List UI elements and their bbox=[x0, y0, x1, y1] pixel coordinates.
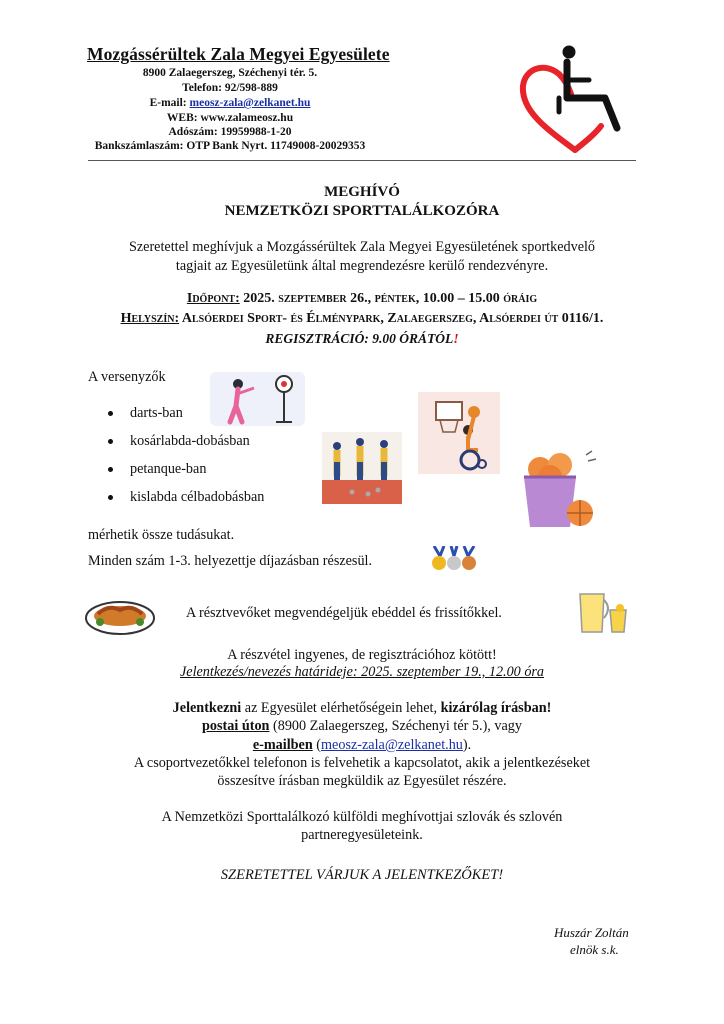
list-item: kislabda célbadobásban bbox=[108, 489, 308, 517]
list-item: kosárlabda-dobásban bbox=[108, 433, 308, 461]
petanque-players-illustration bbox=[322, 432, 402, 504]
email-label: e-mailben bbox=[252, 737, 313, 753]
signup-line-1 bbox=[0, 699, 724, 718]
lemonade-illustration bbox=[576, 588, 628, 634]
registration-time bbox=[0, 329, 724, 348]
signup-text-1: az Egyesület elérhetőségein lehet, bbox=[241, 700, 441, 716]
catering-text: A résztvevőket megvendégeljük ebéddel és frissítőkkel. bbox=[186, 605, 502, 621]
post-label: postai úton bbox=[202, 718, 270, 734]
org-phone: Telefon: 92/598-889 bbox=[182, 82, 278, 94]
signup-post-line bbox=[0, 717, 724, 736]
phone-contact-line-1: A csoportvezetőkkel telefonon is felvehetik a kapcsolatot, akik a jelentkezéseket bbox=[133, 755, 591, 771]
post-address: (8900 Zalaegerszeg, Széchenyi tér 5.), vagy bbox=[269, 718, 522, 734]
org-bank-account: Bankszámlaszám: OTP Bank Nyrt. 11749008-20029353 bbox=[94, 140, 366, 152]
closing-line: SZERETETTEL VÁRJUK A JELENTKEZŐKET! bbox=[220, 867, 504, 883]
wheelchair-basketball-illustration bbox=[418, 392, 500, 474]
event-place bbox=[0, 309, 724, 328]
org-email-link[interactable]: meosz-zala@zelkanet.hu bbox=[189, 97, 311, 109]
signature-role: elnök s.k. bbox=[570, 942, 619, 957]
org-email-label: E-mail: bbox=[149, 97, 187, 109]
header-divider bbox=[88, 160, 636, 161]
international-line-1: A Nemzetközi Sporttalálkozó külföldi meghívottjai szlovák és szlovén bbox=[161, 809, 563, 825]
competitors-outro: mérhetik össze tudásukat. bbox=[88, 527, 235, 543]
medals-icon bbox=[428, 546, 480, 572]
phone-contact-line-2: összesítve írásban megküldik az Egyesület részére. bbox=[217, 773, 507, 789]
contact-email-link[interactable]: meosz-zala@zelkanet.hu bbox=[321, 737, 463, 753]
deadline-line: Jelentkezés/nevezés határideje: 2025. szeptember 19., 12.00 óra bbox=[179, 664, 545, 680]
org-tax-number: Adószám: 19959988-1-20 bbox=[168, 126, 292, 138]
list-item: darts-ban bbox=[108, 405, 308, 433]
event-time bbox=[0, 289, 724, 308]
signup-bold-2: kizárólag írásban! bbox=[440, 700, 552, 716]
registration-mark: ! bbox=[453, 331, 459, 346]
invitation-title: MEGHÍVÓ bbox=[324, 184, 400, 200]
place-value: Alsóerdei Sport- és Élménypark, Zalaegerszeg, Alsóerdei út 0116/1. bbox=[181, 311, 604, 326]
place-label: Helyszín: bbox=[120, 311, 180, 326]
email-paren-open: ( bbox=[312, 737, 322, 753]
signup-email-line bbox=[0, 736, 724, 755]
competitors-intro: A versenyzők bbox=[88, 369, 166, 385]
time-value: 2025. szeptember 26., péntek, 10.00 – 15.00 óráig bbox=[243, 291, 538, 306]
invitation-subtitle: NEMZETKÖZI SPORTTALÁLKOZÓRA bbox=[224, 203, 500, 219]
organization-name: Mozgássérültek Zala Megyei Egyesülete bbox=[87, 44, 390, 64]
email-paren-close: ). bbox=[462, 737, 472, 753]
time-label: Időpont: bbox=[186, 291, 240, 306]
darts-player-illustration bbox=[210, 372, 305, 426]
signature-name: Huszár Zoltán bbox=[554, 925, 629, 940]
prizes-text: Minden szám 1-3. helyezettje díjazásban részesül. bbox=[88, 553, 373, 569]
list-item: petanque-ban bbox=[108, 461, 308, 489]
international-line-2: partneregyesületeink. bbox=[301, 827, 423, 843]
wheelchair-heart-logo bbox=[515, 40, 635, 158]
ball-bucket-illustration bbox=[520, 447, 600, 532]
signup-bold-1: Jelentkezni bbox=[172, 700, 242, 716]
intro-line-2: tagjait az Egyesületünk által megrendezésre kerülő rendezvényre. bbox=[175, 258, 549, 274]
participation-line: A részvétel ingyenes, de regisztrációhoz kötött! bbox=[227, 647, 497, 663]
org-web: WEB: www.zalameosz.hu bbox=[166, 112, 294, 124]
intro-line-1: Szeretettel meghívjuk a Mozgássérültek Zala Megyei Egyesületének sportkedvelő bbox=[128, 239, 596, 255]
registration-text: REGISZTRÁCIÓ: 9.00 ÓRÁTÓL bbox=[265, 331, 454, 346]
org-address: 8900 Zalaegerszeg, Széchenyi tér. 5. bbox=[142, 67, 318, 79]
food-plate-illustration bbox=[84, 592, 156, 638]
org-email-line bbox=[75, 96, 385, 111]
